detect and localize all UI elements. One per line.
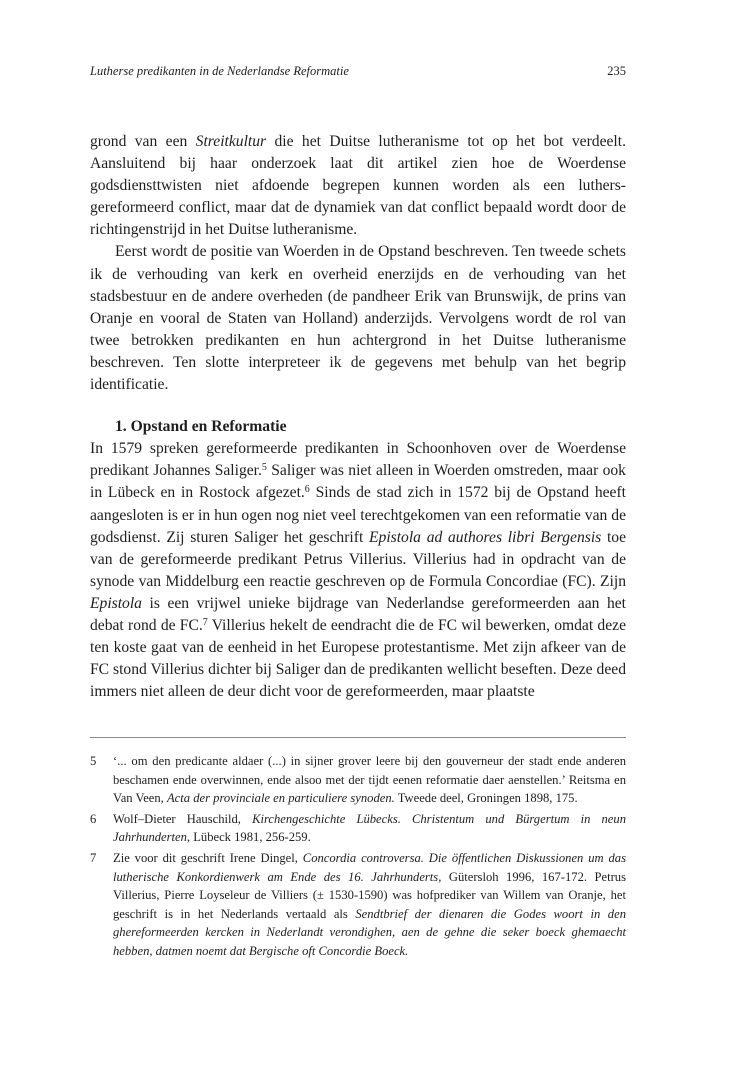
- footnote-ref-5[interactable]: 5: [261, 462, 267, 474]
- running-header: [90, 64, 626, 84]
- footnote-text: Zie voor dit geschrift Irene Dingel, Concordia controversa. Die öffentlichen Diskussionen um das lutherische Konkordienwerk am Ende des 16. Jahrhunderts, Gütersloh 1996, 167-172. Petrus Villerius, Pierre Loyseleur de Villiers (± 1530-1590) was hofprediker van Willem van Oranje, het geschrift is in het Nederlands vertaald als Sendtbrief der dienaren die Godes woort in den ghereformeerden kercken in Nederlandt verondighen, aen de gehne die seker boeck ghemaecht hebben, datmen noemt dat Bergische oft Concordie Boeck.: [113, 850, 627, 958]
- main-text: [90, 131, 626, 703]
- footnote-number: 5: [90, 754, 97, 768]
- footnote-7: [90, 849, 626, 961]
- footnote-ref-6[interactable]: 6: [304, 484, 310, 496]
- section-heading: 1. Opstand en Reformatie: [115, 418, 287, 436]
- footnote-ref-7[interactable]: 7: [202, 616, 208, 628]
- footnote-text: ‘... om den predicante aldaer (...) in sijner grover leere bij den gouverneur der stadt ende anderen beschamen ende overwinnen, ende alsoo met der tijdt eenen reformatie daer aenstellen.’ Reitsma en Van Veen, Acta der provinciale en particuliere synoden. Tweede deel, Groningen 1898, 175.: [113, 754, 626, 806]
- footnotes: [90, 752, 626, 963]
- running-title: Lutherse predikanten in de Nederlandse Reformatie: [90, 64, 349, 78]
- footnote-5: [90, 752, 626, 808]
- footnote-number: 6: [90, 811, 97, 826]
- footnote-6: [90, 810, 626, 847]
- footnote-divider: [90, 737, 626, 738]
- footnote-number: 7: [90, 850, 97, 865]
- paragraph-3: In 1579 spreken gereformeerde predikanten in Schoonhoven over de Woerdense predikant Johannes Saliger.$^5$ Saliger was niet alleen in Woerden omstreden, maar ook in Lübeck en in Rostock afgezet.$^6$ Sinds de stad zich in 1572 bij de Opstand heeft aangesloten is er in hun ogen nog niet veel terechtgekomen van een reformatie van de godsdienst. Zij sturen Saliger het geschrift Epistola ad authores libri Bergensis toe van de gereformeerde predikant Petrus Villerius. Villerius had in opdracht van de synode van Middelburg een reactie geschreven op de Formula Concordiae (FC). Zijn Epistola is een vrijwel unieke bijdrage van Nederlandse gereformeerden aan het debat rond de FC.$^7$ Villerius hekelt de eendracht die de FC wil bewerken, omdat deze ten koste gaat van de eenheid in het Europese protestantisme. Met zijn afkeer van de FC stond Villerius dichter bij Saliger dan de predikanten wellicht beseften. Deze deed immers niet alleen de deur dicht voor de gereformeerden, maar plaatste: [90, 440, 627, 701]
- footnote-text: Wolf–Dieter Hauschild, Kirchengeschichte Lübecks. Christentum und Bürgertum in neun Jahrhunderten, Lübeck 1981, 256-259.: [113, 811, 626, 845]
- paragraph-2: Eerst wordt de positie van Woerden in de Opstand beschreven. Ten tweede schets ik de verhouding van kerk en overheid enerzijds en de verhouding van het stadsbestuur en de andere overheden (de pandheer Erik van Brunswijk, de prins van Oranje en vooral de Staten van Holland) anderzijds. Vervolgens wordt de rol van twee betrokken predikanten en hun achtergrond in het Duitse lutheranisme beschreven. Ten slotte interpreteer ik de gegevens met behulp van het begrip identificatie.: [90, 243, 626, 394]
- page-number: 235: [607, 64, 626, 78]
- paragraph-1: grond van een Streitkultur die het Duitse lutheranisme tot op het bot verdeelt. Aansluitend bij haar onderzoek laat dit artikel zien hoe de Woerdense godsdiensttwisten niet afdoende begrepen kunnen worden als een luthers-gereformeerd conflict, maar dat de dynamiek van dat conflict bepaald wordt door de richtingenstrijd in het Duitse lutheranisme.: [90, 133, 626, 239]
